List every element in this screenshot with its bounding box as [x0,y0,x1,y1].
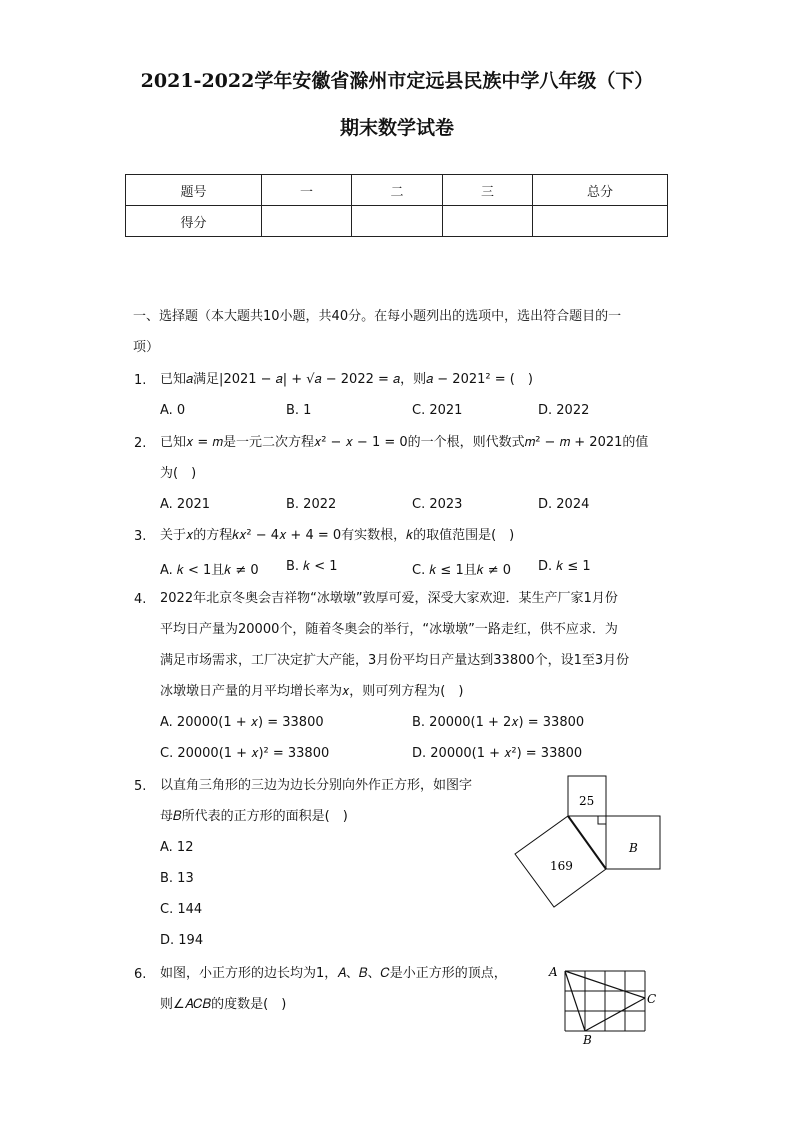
question-text: 已知𝑥 = 𝑚是一元二次方程𝑥² − 𝑥 − 1 = 0的一个根，则代数式𝑚² − 𝑚 + 2021的值 [160,435,649,450]
option-b[interactable]: B. 𝑘 < 1 [286,559,338,574]
option-b[interactable]: B. 2022 [286,497,337,512]
section-heading-line1: 一、选择题（本大题共10小题，共40分。在每小题列出的选项中，选出符合题目的一 [133,309,622,324]
label-b: B [629,841,638,855]
option-a[interactable]: A. 𝑘 < 1且𝑘 ≠ 0 [160,563,259,578]
question-text: 母𝐵所代表的正方形的面积是( ) [160,809,348,824]
score-cell[interactable] [533,206,668,237]
grid-angle-figure [543,962,663,1047]
label-a: A [549,965,558,979]
question-text: 平均日产量为20000个，随着冬奥会的举行，“冰墩墩”一路走红，供不应求．为 [160,622,618,637]
option-d[interactable]: D. 𝑘 ≤ 1 [538,559,591,574]
question-text: 满足市场需求，工厂决定扩大产能，3月份平均日产量达到33800个，设1至3月份 [160,653,630,668]
question-text: 关于𝑥的方程𝑘𝑥² − 4𝑥 + 4 = 0有实数根，𝑘的取值范围是( ) [160,528,515,543]
label-169: 169 [550,859,573,873]
score-header-cell: 三 [443,175,533,206]
score-cell[interactable] [443,206,533,237]
score-row-label: 得分 [126,206,262,237]
option-a[interactable]: A. 0 [160,403,186,418]
score-header-cell: 二 [352,175,443,206]
score-cell[interactable] [262,206,352,237]
segment-bc [585,998,645,1031]
question-text: 如图，小正方形的边长均为1，𝐴、𝐵、𝐶是小正方形的顶点， [160,966,507,981]
option-c[interactable]: C. 𝑘 ≤ 1且𝑘 ≠ 0 [412,563,512,578]
score-header-cell: 总分 [533,175,668,206]
question-number: 4. [134,592,147,607]
question-text: 2022年北京冬奥会吉祥物“冰墩墩”敦厚可爱，深受大家欢迎．某生产厂家1月份 [160,591,618,606]
option-d[interactable]: D. 194 [160,933,204,948]
option-a[interactable]: A. 12 [160,840,194,855]
question-text: 以直角三角形的三边为边长分别向外作正方形，如图字 [160,778,473,793]
score-table-header-row [126,175,668,206]
question-number: 5. [134,779,147,794]
option-d[interactable]: D. 2024 [538,497,590,512]
label-b: B [583,1033,592,1047]
option-b[interactable]: B. 1 [286,403,312,418]
label-25: 25 [579,794,595,808]
option-b[interactable]: B. 13 [160,871,194,886]
right-angle-marker [598,816,606,824]
option-c[interactable]: C. 2021 [412,403,463,418]
option-d[interactable]: D. 20000(1 + 𝑥²) = 33800 [412,746,583,761]
option-d[interactable]: D. 2022 [538,403,590,418]
pythagoras-squares-figure [510,772,690,912]
option-c[interactable]: C. 20000(1 + 𝑥)² = 33800 [160,746,330,761]
option-c[interactable]: C. 2023 [412,497,463,512]
option-b[interactable]: B. 20000(1 + 2𝑥) = 33800 [412,715,585,730]
option-c[interactable]: C. 144 [160,902,203,917]
question-number: 1. [134,373,147,388]
exam-title-line2: 期末数学试卷 [339,117,454,139]
question-number: 3. [134,529,147,544]
question-number: 6. [134,967,147,982]
option-a[interactable]: A. 20000(1 + 𝑥) = 33800 [160,715,324,730]
segment-ab [565,971,585,1031]
question-text: 已知𝑎满足|2021 − 𝑎| + √𝑎 − 2022 = 𝑎，则𝑎 − 2021² = ( ) [160,372,533,387]
option-a[interactable]: A. 2021 [160,497,211,512]
score-header-cell: 题号 [126,175,262,206]
question-text: 为( ) [160,466,197,481]
score-table [125,174,668,237]
question-number: 2. [134,436,147,451]
section-heading-line2: 项） [133,340,160,355]
question-text: 冰墩墩日产量的月平均增长率为𝑥，则可列方程为( ) [160,684,464,699]
label-c: C [647,992,657,1006]
score-cell[interactable] [352,206,443,237]
score-table-score-row [126,206,668,237]
question-text: 则∠𝐴𝐶𝐵的度数是( ) [160,997,287,1012]
exam-title-line1: 2021-2022学年安徽省滁州市定远县民族中学八年级（下） [140,70,654,92]
score-header-cell: 一 [262,175,352,206]
